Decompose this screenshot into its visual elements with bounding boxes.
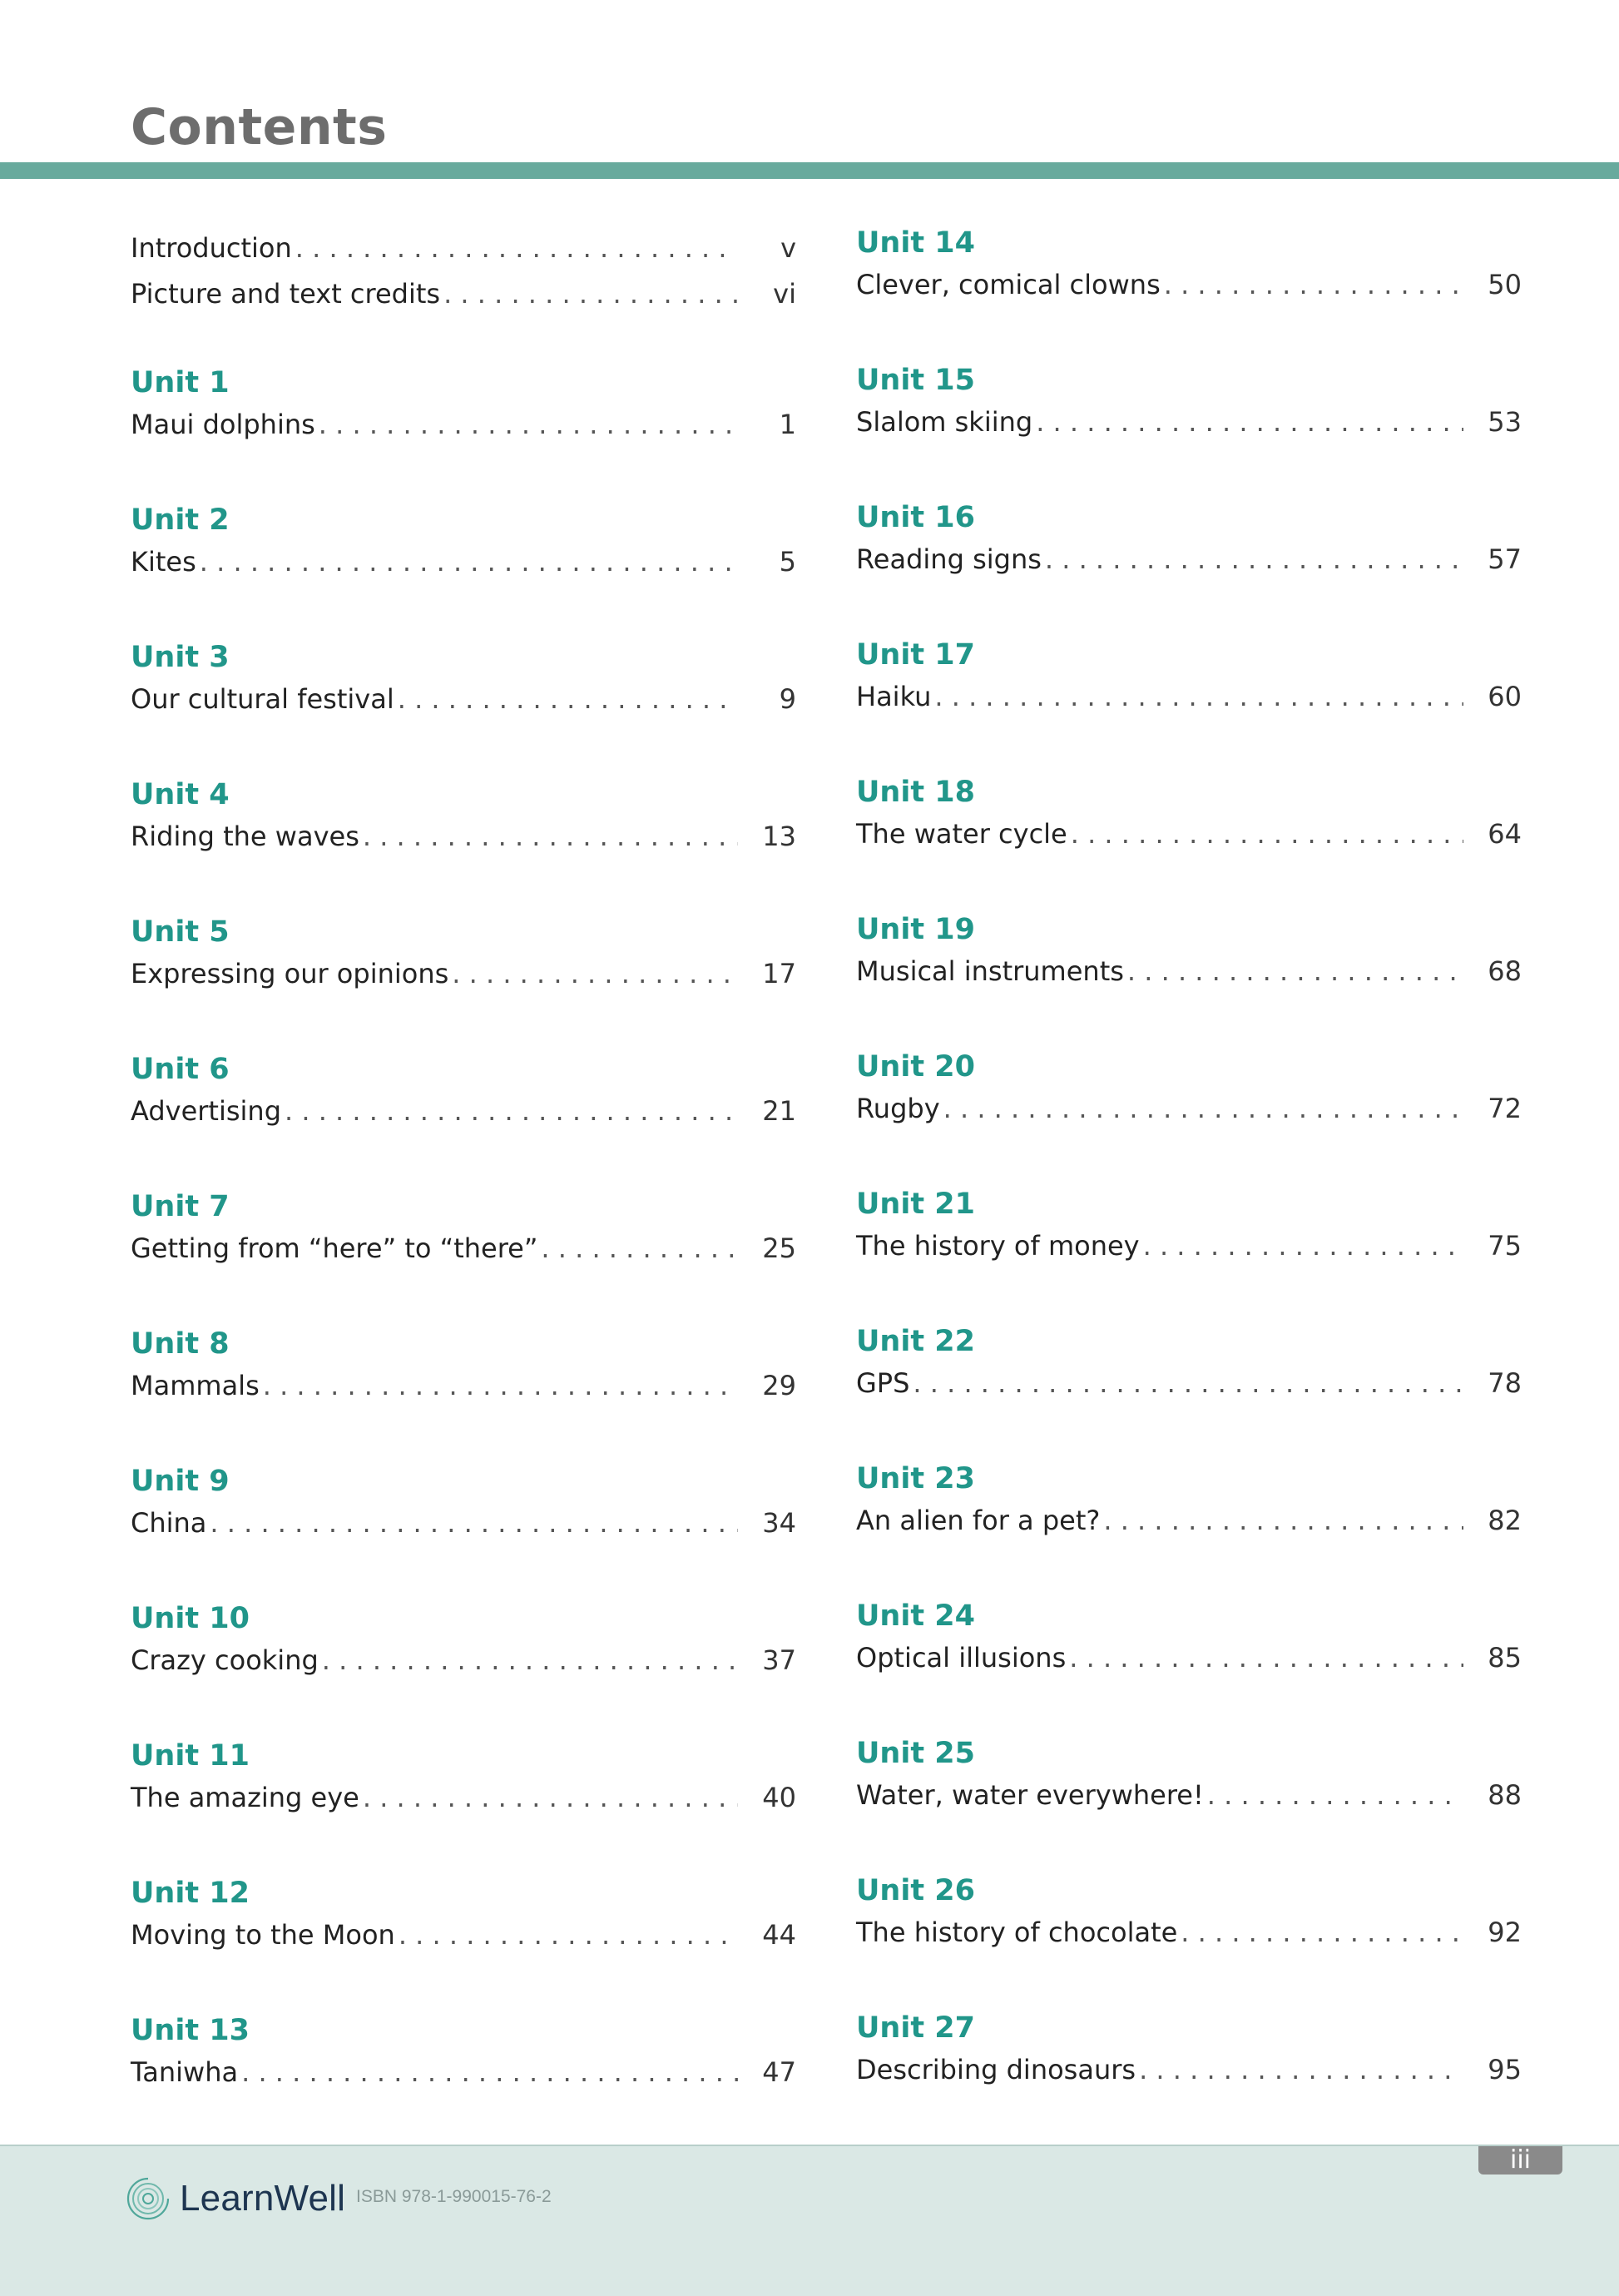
entry-title: Rugby xyxy=(856,1093,940,1124)
unit-heading: Unit 15 xyxy=(856,364,975,397)
entry-page-number: 21 xyxy=(762,1095,796,1127)
unit-entry[interactable] xyxy=(131,364,796,448)
unit-entry[interactable] xyxy=(856,499,1522,583)
entry-page-number: 82 xyxy=(1488,1505,1522,1536)
dot-leader xyxy=(1139,2046,1463,2093)
entry-page-number: 78 xyxy=(1488,1367,1522,1399)
entry-page-number: 88 xyxy=(1488,1779,1522,1811)
dot-leader xyxy=(1069,1634,1463,1681)
dot-leader xyxy=(1164,261,1463,308)
contents-right-column xyxy=(856,0,1522,2130)
unit-heading: Unit 16 xyxy=(856,501,975,534)
swirl-logo-icon xyxy=(125,2175,171,2222)
unit-heading: Unit 17 xyxy=(856,638,975,672)
entry-page-number: 13 xyxy=(762,821,796,852)
unit-entry[interactable] xyxy=(856,1049,1522,1132)
entry-title: Expressing our opinions xyxy=(131,958,449,989)
entry-title: The amazing eye xyxy=(131,1782,359,1813)
entry-title: China xyxy=(131,1507,207,1539)
dot-leader xyxy=(541,1225,738,1272)
unit-heading: Unit 23 xyxy=(856,1462,975,1495)
entry-page-number: 40 xyxy=(762,1782,796,1813)
entry-title: Moving to the Moon xyxy=(131,1919,395,1951)
entry-page-number: 57 xyxy=(1488,543,1522,575)
dot-leader xyxy=(263,1362,738,1409)
unit-entry[interactable] xyxy=(856,774,1522,857)
entry-page-number: 25 xyxy=(762,1232,796,1264)
entry-page-number: 75 xyxy=(1488,1230,1522,1262)
entry-page-number: 44 xyxy=(762,1919,796,1951)
entry-page-number: 92 xyxy=(1488,1917,1522,1948)
unit-entry[interactable] xyxy=(856,362,1522,445)
dot-leader xyxy=(1207,1772,1463,1818)
entry-page-number: 9 xyxy=(779,683,796,715)
unit-entry[interactable] xyxy=(131,1738,796,1821)
unit-entry[interactable] xyxy=(131,914,796,997)
isbn-text: ISBN 978-1-990015-76-2 xyxy=(356,2187,552,2206)
unit-entry[interactable] xyxy=(131,2012,796,2095)
entry-title: Advertising xyxy=(131,1095,282,1127)
unit-heading: Unit 19 xyxy=(856,913,975,946)
entry-page-number: 37 xyxy=(762,1644,796,1676)
entry-page-number: 85 xyxy=(1488,1642,1522,1674)
entry-title: Our cultural festival xyxy=(131,683,394,715)
entry-page-number: 1 xyxy=(779,409,796,440)
entry-page-number: vi xyxy=(773,278,796,310)
dot-leader xyxy=(398,676,738,722)
brand-logo xyxy=(125,2175,345,2222)
unit-entry[interactable] xyxy=(131,1875,796,1958)
unit-heading: Unit 2 xyxy=(131,503,230,537)
unit-heading: Unit 8 xyxy=(131,1327,230,1361)
dot-leader xyxy=(452,950,738,997)
unit-heading: Unit 18 xyxy=(856,776,975,809)
unit-heading: Unit 25 xyxy=(856,1737,975,1770)
entry-title: Riding the waves xyxy=(131,821,359,852)
entry-title: Reading signs xyxy=(856,543,1042,575)
entry-title: GPS xyxy=(856,1367,910,1399)
unit-entry[interactable] xyxy=(131,1188,796,1272)
unit-heading: Unit 6 xyxy=(131,1053,230,1086)
unit-heading: Unit 13 xyxy=(131,2014,250,2047)
entry-title: The history of money xyxy=(856,1230,1140,1262)
dot-leader xyxy=(399,1912,738,1958)
unit-entry[interactable] xyxy=(856,911,1522,994)
entry-page-number: 64 xyxy=(1488,818,1522,850)
dot-leader xyxy=(934,673,1463,720)
unit-heading: Unit 9 xyxy=(131,1465,230,1498)
entry-page-number: 5 xyxy=(779,546,796,578)
dot-leader xyxy=(322,1637,738,1684)
entry-page-number: 17 xyxy=(762,958,796,989)
dot-leader xyxy=(241,2049,738,2095)
dot-leader xyxy=(210,1500,738,1546)
unit-entry[interactable] xyxy=(131,1463,796,1546)
entry-page-number: 29 xyxy=(762,1370,796,1401)
contents-left-column xyxy=(131,0,796,2130)
entry-title: Introduction xyxy=(131,232,292,264)
dot-leader xyxy=(1036,399,1463,445)
dot-leader xyxy=(285,1088,738,1134)
dot-leader xyxy=(943,1085,1463,1132)
dot-leader xyxy=(1071,811,1463,857)
unit-heading: Unit 22 xyxy=(856,1325,975,1358)
dot-leader xyxy=(1103,1497,1463,1544)
dot-leader xyxy=(363,1774,738,1821)
unit-heading: Unit 4 xyxy=(131,778,230,811)
unit-entry[interactable] xyxy=(856,637,1522,720)
unit-entry[interactable] xyxy=(856,225,1522,308)
unit-heading: Unit 26 xyxy=(856,1874,975,1907)
entry-title: Water, water everywhere! xyxy=(856,1779,1204,1811)
entry-page-number: 53 xyxy=(1488,406,1522,438)
dot-leader xyxy=(200,538,738,585)
entry-title: Kites xyxy=(131,546,196,578)
page-number-tab: iii xyxy=(1478,2146,1562,2175)
unit-entry[interactable] xyxy=(856,2010,1522,2093)
front-matter-entry[interactable] xyxy=(131,225,796,271)
unit-entry[interactable] xyxy=(856,1735,1522,1818)
entry-page-number: 60 xyxy=(1488,681,1522,712)
entry-page-number: 68 xyxy=(1488,955,1522,987)
unit-heading: Unit 10 xyxy=(131,1602,250,1635)
front-matter-entry[interactable] xyxy=(131,270,796,317)
entry-page-number: 47 xyxy=(762,2056,796,2088)
unit-entry[interactable] xyxy=(856,1598,1522,1681)
entry-title: Slalom skiing xyxy=(856,406,1033,438)
entry-page-number: 95 xyxy=(1488,2054,1522,2085)
unit-heading: Unit 1 xyxy=(131,366,230,399)
unit-heading: Unit 5 xyxy=(131,915,230,949)
unit-entry[interactable] xyxy=(131,502,796,585)
dot-leader xyxy=(319,401,738,448)
dot-leader xyxy=(295,225,738,271)
entry-title: The water cycle xyxy=(856,818,1067,850)
dot-leader xyxy=(1127,948,1463,994)
unit-heading: Unit 24 xyxy=(856,1599,975,1633)
dot-leader xyxy=(363,813,738,860)
entry-title: Taniwha xyxy=(131,2056,239,2088)
unit-heading: Unit 7 xyxy=(131,1190,230,1223)
unit-entry[interactable] xyxy=(131,1051,796,1134)
unit-heading: Unit 3 xyxy=(131,641,230,674)
entry-title: An alien for a pet? xyxy=(856,1505,1101,1536)
unit-entry[interactable] xyxy=(131,776,796,860)
entry-page-number: 34 xyxy=(762,1507,796,1539)
unit-entry[interactable] xyxy=(856,1186,1522,1269)
unit-heading: Unit 21 xyxy=(856,1188,975,1221)
entry-page-number: 72 xyxy=(1488,1093,1522,1124)
unit-entry[interactable] xyxy=(856,1872,1522,1956)
unit-heading: Unit 11 xyxy=(131,1739,250,1773)
entry-title: Optical illusions xyxy=(856,1642,1067,1674)
dot-leader xyxy=(443,270,738,317)
entry-title: Maui dolphins xyxy=(131,409,315,440)
entry-title: Musical instruments xyxy=(856,955,1124,987)
entry-title: Getting from “here” to “there” xyxy=(131,1232,538,1264)
entry-page-number: v xyxy=(780,232,796,264)
entry-title: Describing dinosaurs xyxy=(856,2054,1136,2085)
entry-title: Clever, comical clowns xyxy=(856,269,1161,300)
entry-title: Crazy cooking xyxy=(131,1644,319,1676)
unit-heading: Unit 12 xyxy=(131,1877,250,1910)
unit-entry[interactable] xyxy=(856,1460,1522,1544)
brand-name: LearnWell xyxy=(180,2178,346,2219)
dot-leader xyxy=(1181,1909,1463,1956)
dot-leader xyxy=(1143,1222,1463,1269)
entry-title: The history of chocolate xyxy=(856,1917,1178,1948)
unit-entry[interactable] xyxy=(131,1326,796,1409)
dot-leader xyxy=(913,1360,1463,1406)
unit-entry[interactable] xyxy=(131,1600,796,1684)
entry-title: Mammals xyxy=(131,1370,260,1401)
entry-page-number: 50 xyxy=(1488,269,1522,300)
page-title: Contents xyxy=(131,98,388,156)
unit-heading: Unit 20 xyxy=(856,1050,975,1084)
dot-leader xyxy=(1045,536,1463,583)
entry-title: Picture and text credits xyxy=(131,278,441,310)
unit-entry[interactable] xyxy=(856,1323,1522,1406)
unit-entry[interactable] xyxy=(131,639,796,722)
unit-heading: Unit 14 xyxy=(856,226,975,260)
unit-heading: Unit 27 xyxy=(856,2011,975,2045)
entry-title: Haiku xyxy=(856,681,932,712)
